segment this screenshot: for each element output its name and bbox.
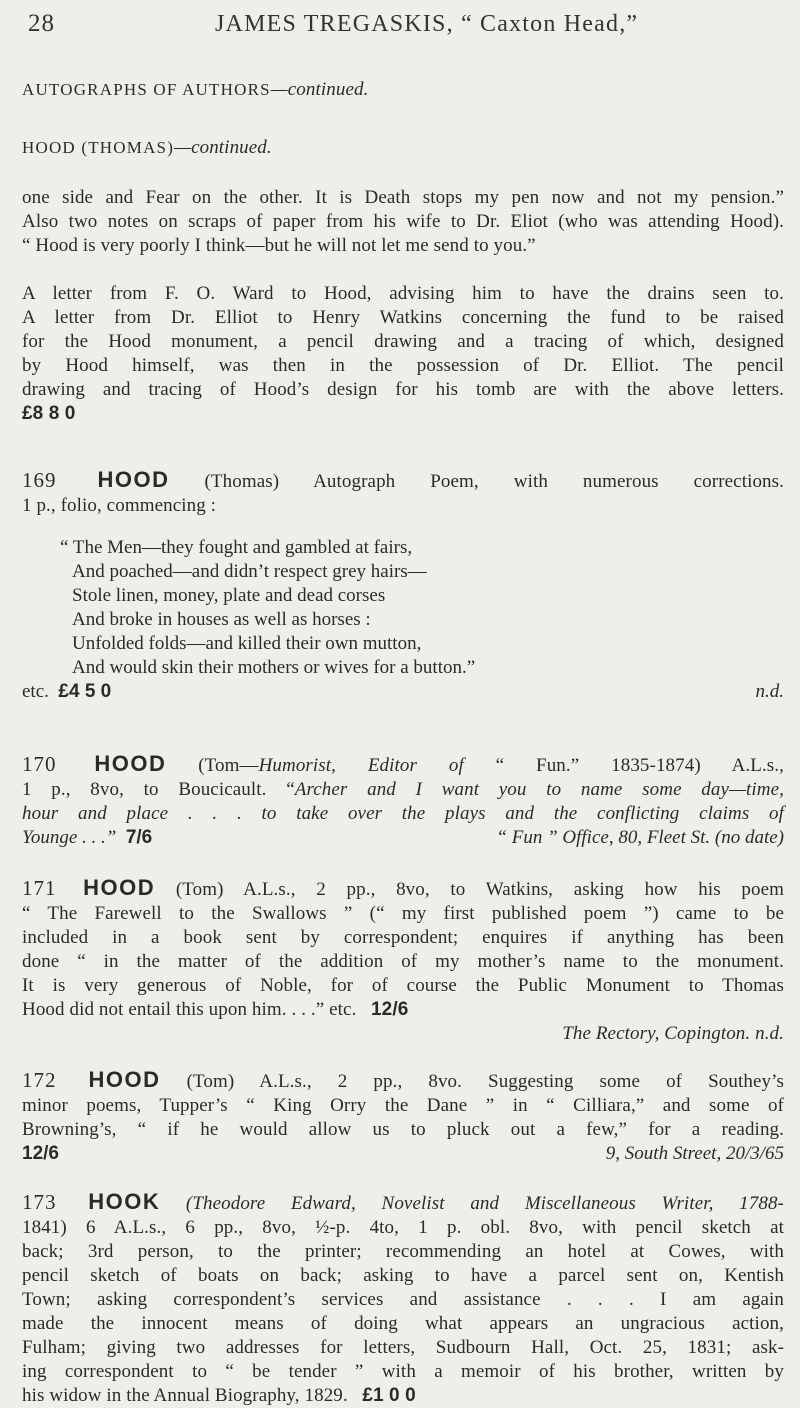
verse-line: Stole linen, money, plate and dead corses [72,585,386,606]
text-line: 1841) 6 A.L.s., 6 pp., 8vo, ½-p. 4to, 1 p. obl. 8vo, with pencil sketch at [22,1217,784,1238]
text-line: A letter from F. O. Ward to Hood, advising him to have the drains seen to. [22,283,784,304]
lot-description: “ Fun.” 1835-1874) A.L.s., [495,755,784,776]
price: £1 0 0 [362,1385,416,1406]
lot-number: 173 [22,1190,57,1214]
lot-author: HOOD [97,467,170,492]
page-header [28,10,768,50]
sub-heading [22,136,784,160]
lot-number: 170 [22,752,57,776]
etc-text: etc. [22,681,49,702]
lot-description: (Tom) A.L.s., 2 pp., 8vo. Suggesting some of Southey’s [186,1071,784,1092]
text-line-italic: Younge . . .” [22,827,117,848]
text-line: Also two notes on scraps of paper from his wife to Dr. Eliot (who was attending Hood). [22,211,784,232]
address: The Rectory, Copington. n.d. [562,1023,784,1044]
price: 12/6 [22,1143,59,1164]
price: 12/6 [370,999,409,1020]
lot-author: HOOD [94,751,167,776]
sub-heading-cont: —continued. [174,137,272,158]
lot-author: HOOK [88,1189,161,1214]
lot-number: 172 [22,1068,57,1092]
text-line: back; 3rd person, to the printer; recommending an hotel at Cowes, with [22,1241,784,1262]
text-line: 1 p., 8vo, to Boucicault. “ [22,779,295,800]
text-line-italic: Archer and I want you to name some day—time, [294,779,784,800]
price: £8 8 0 [22,403,76,424]
lot-author: HOOD [88,1067,161,1092]
text-line: included in a book sent by correspondent; enquires if anything has been [22,927,784,948]
running-title: JAMES TREGASKIS, “ Caxton Head,” [215,11,639,37]
page-number: 28 [28,10,55,37]
text-line: done “ in the matter of the addition of my mother’s name to the monument. [22,951,784,972]
lot-description: (Thomas) Autograph Poem, with numerous corrections. [204,471,785,492]
verse-line: And broke in houses as well as horses : [72,609,371,630]
date: n.d. [755,681,784,702]
text-line: Town; asking correspondent’s services and assistance . . . I am again [22,1289,784,1310]
lot-171 [22,876,784,1046]
text-line-italic: hour and place . . . to take over the plays and the conflicting claims of [22,803,784,824]
lot-description: (Tom) A.L.s., 2 pp., 8vo, to Watkins, asking how his poem [175,879,784,900]
verse-line: And would skin their mothers or wives for a button.” [72,657,476,678]
sub-heading-text: HOOD (THOMAS) [22,138,175,157]
price: 7/6 [125,827,153,848]
text-line: “ The Farewell to the Swallows ” (“ my first published poem ”) came to be [22,903,784,924]
verse-line: Unfolded folds—and killed their own mutton, [72,633,422,654]
text-line: A letter from Dr. Elliot to Henry Watkins concerning the fund to be raised [22,307,784,328]
section-heading-cont: —continued. [270,79,369,100]
continuation-paragraph-2 [22,282,784,426]
address: 9, South Street, 20/3/65 [605,1143,784,1164]
text-line: made the innocent means of doing what appears an ungracious action, [22,1313,784,1334]
text-line: one side and Fear on the other. It is Death stops my pen now and not my pension.” [22,187,784,208]
lot-author: HOOD [83,875,156,900]
section-heading-text: AUTOGRAPHS OF AUTHORS [22,80,271,99]
lot-173 [22,1190,784,1408]
text-line: his widow in the Annual Biography, 1829. [22,1385,348,1406]
lot-description: (Theodore Edward, Novelist and Miscellaneous Writer, 1788- [185,1193,784,1214]
verse-line: And poached—and didn’t respect grey hairs— [72,561,427,582]
text-line: ing correspondent to “ be tender ” with a memoir of his brother, written by [22,1361,784,1382]
lot-number: 171 [22,876,57,900]
lot-170 [22,752,784,850]
lot-172 [22,1068,784,1166]
lot-169 [22,468,784,704]
continuation-paragraph-1 [22,186,784,258]
text-line: drawing and tracing of Hood’s design for his tomb are with the above letters. [22,379,784,400]
lot-description: (Tom— [198,755,259,776]
price: £4 5 0 [58,681,112,702]
text-line: Browning’s, “ if he would allow us to pluck out a few,” for a reading. [22,1119,784,1140]
lot-description-italic: Humorist, Editor of [258,755,464,776]
text-line: for the Hood monument, a pencil drawing and a tracing of which, designed [22,331,784,352]
text-line: “ Hood is very poorly I think—but he will not let me send to you.” [22,235,536,256]
address: “ Fun ” Office, 80, Fleet St. (no date) [496,827,784,848]
verse-line: “ The Men—they fought and gambled at fairs, [60,537,413,558]
text-line: pencil sketch of boats on back; asking to have a parcel sent on, Kentish [22,1265,784,1286]
text-line: 1 p., folio, commencing : [22,495,217,516]
lot-number: 169 [22,468,57,492]
section-heading [22,78,784,102]
text-line: It is very generous of Noble, for of course the Public Monument to Thomas [22,975,784,996]
text-line: Hood did not entail this upon him. . . .” etc. [22,999,357,1020]
text-line: Fulham; giving two addresses for letters, Sudbourn Hall, Oct. 25, 1831; ask- [22,1337,784,1358]
text-line: by Hood himself, was then in the possession of Dr. Elliot. The pencil [22,355,784,376]
text-line: minor poems, Tupper’s “ King Orry the Dane ” in “ Cilliara,” and some of [22,1095,784,1116]
